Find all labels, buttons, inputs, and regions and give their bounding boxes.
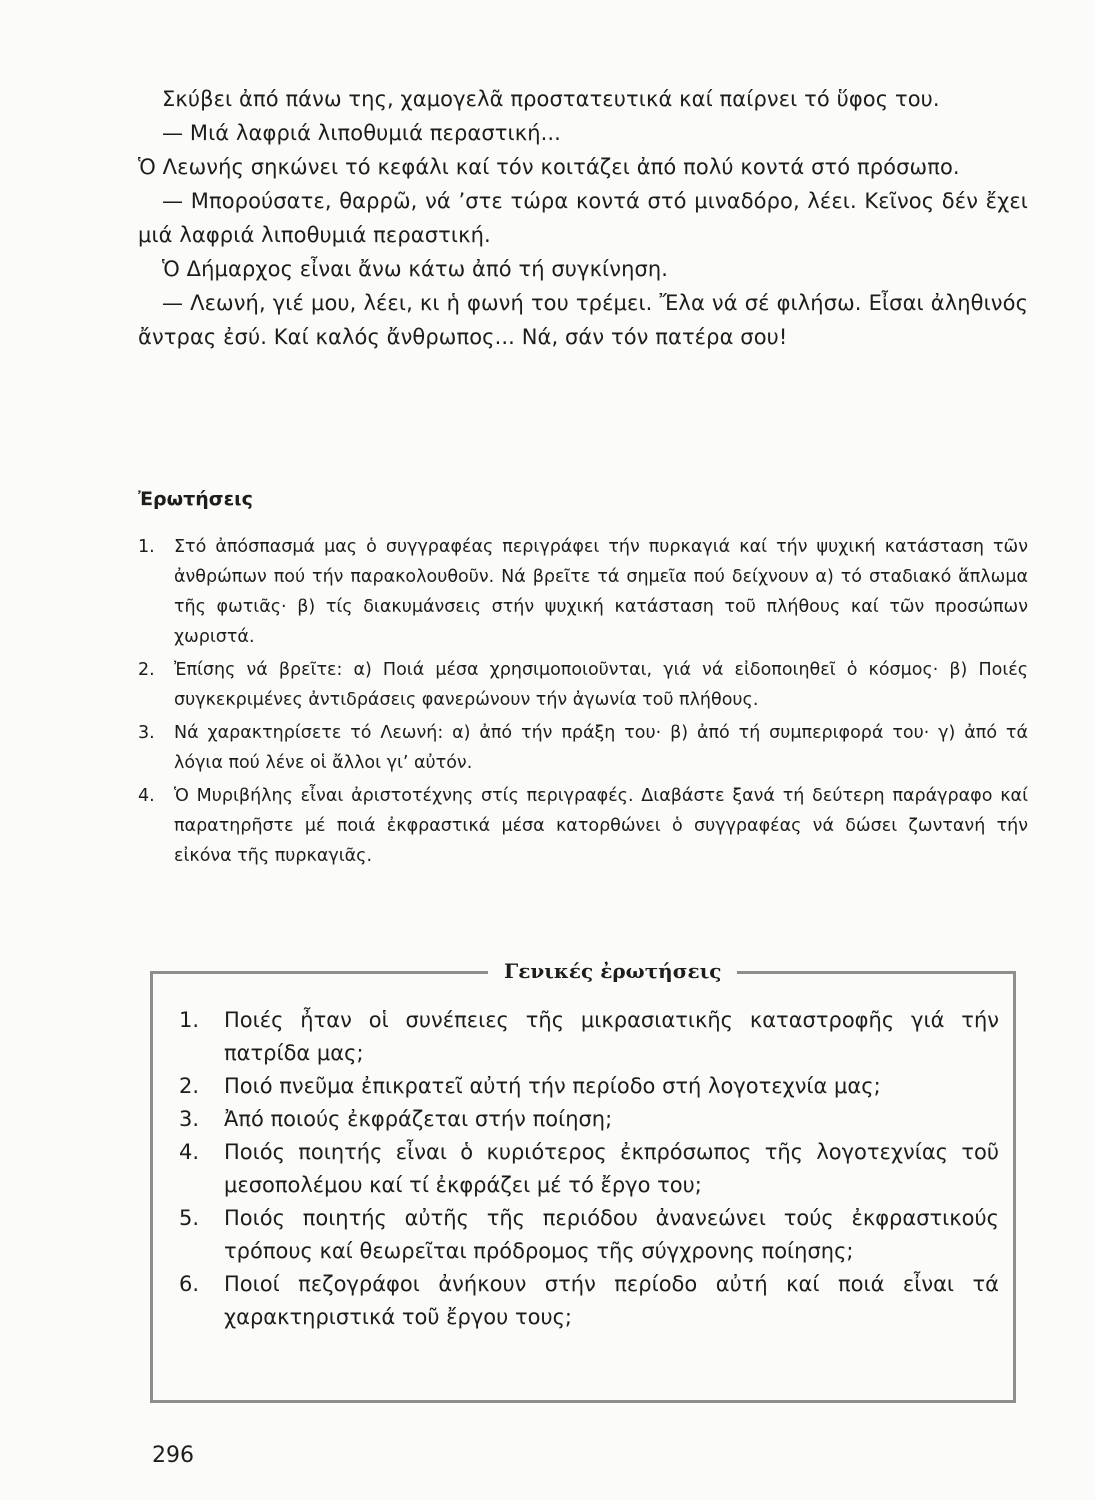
- general-question-item: [179, 1136, 999, 1202]
- general-question-text: Ποιός ποιητής εἶναι ὁ κυριότερος ἐκπρόσωπος τῆς λογοτεχνίας τοῦ μεσοπολέμου καί τί ἐκφράζει μέ τό ἔργο του;: [224, 1140, 999, 1197]
- question-number: 1.: [138, 537, 155, 557]
- narrative-paragraph: Ὁ Δήμαρχος εἶναι ἄνω κάτω ἀπό τή συγκίνηση.: [162, 257, 669, 281]
- question-item: [138, 781, 1028, 871]
- narrative-paragraph: Ὁ Λεωνής σηκώνει τό κεφάλι καί τόν κοιτάζει ἀπό πολύ κοντά στό πρόσωπο.: [138, 155, 960, 179]
- general-questions-list: [179, 1004, 999, 1334]
- general-question-text: Ἀπό ποιούς ἐκφράζεται στήν ποίηση;: [224, 1107, 613, 1131]
- general-questions-title: Γενικές ἐρωτήσεις: [488, 959, 737, 983]
- question-number: 2.: [138, 660, 155, 680]
- general-question-number: 2.: [179, 1074, 200, 1098]
- question-text: Ὁ Μυριβήλης εἶναι ἀριστοτέχνης στίς περιγραφές. Διαβάστε ξανά τή δεύτερη παράγραφο καί παρατηρῆστε μέ ποιά ἐκφραστικά μέσα κατορθώνει ὁ συγγραφέας νά δώσει ζωντανή τήν εἰκόνα τῆς πυρκαγιᾶς.: [174, 786, 1028, 866]
- general-question-item: [179, 1103, 999, 1136]
- general-question-item: [179, 1268, 999, 1334]
- general-question-text: Ποιός ποιητής αὐτῆς τῆς περιόδου ἀνανεώνει τούς ἐκφραστικούς τρόπους καί θεωρεῖται πρόδρομος τῆς σύγχρονης ποίησης;: [224, 1206, 999, 1263]
- general-question-number: 4.: [179, 1140, 200, 1164]
- question-text: Νά χαρακτηρίσετε τό Λεωνή: α) ἀπό τήν πράξη του· β) ἀπό τή συμπεριφορά του· γ) ἀπό τά λόγια πού λένε οἱ ἄλλοι γι’ αὐτόν.: [174, 723, 1028, 773]
- general-question-number: 3.: [179, 1107, 200, 1131]
- question-item: [138, 718, 1028, 778]
- general-question-text: Ποιό πνεῦμα ἐπικρατεῖ αὐτή τήν περίοδο στή λογοτεχνία μας;: [224, 1074, 881, 1098]
- narrative-dialogue: — Μιά λαφριά λιποθυμιά περαστική...: [162, 121, 561, 145]
- general-question-number: 5.: [179, 1206, 200, 1230]
- question-item: [138, 532, 1028, 652]
- general-question-number: 6.: [179, 1272, 200, 1296]
- narrative-dialogue: — Μπορούσατε, θαρρῶ, νά ’στε τώρα κοντά στό μιναδόρο, λέει. Κεῖνος δέν ἔχει μιά λαφριά λιποθυμιά περαστική.: [138, 189, 1028, 247]
- general-questions-box: [150, 959, 1016, 1403]
- narrative-paragraph: Σκύβει ἀπό πάνω της, χαμογελᾶ προστατευτικά καί παίρνει τό ὕφος του.: [162, 87, 940, 111]
- general-question-text: Ποιοί πεζογράφοι ἀνήκουν στήν περίοδο αὐτή καί ποιά εἶναι τά χαρακτηριστικά τοῦ ἔργου τους;: [224, 1272, 999, 1329]
- narrative-dialogue: — Λεωνή, γιέ μου, λέει, κι ἡ φωνή του τρέμει. Ἔλα νά σέ φιλήσω. Εἶσαι ἀληθινός ἄντρας ἐσύ. Καί καλός ἄνθρωπος... Νά, σάν τόν πατέρα σου!: [138, 291, 1028, 349]
- question-text: Ἐπίσης νά βρεῖτε: α) Ποιά μέσα χρησιμοποιοῦνται, γιά νά εἰδοποιηθεῖ ὁ κόσμος· β) Ποιές συγκεκριμένες ἀντιδράσεις φανερώνουν τήν ἀγωνία τοῦ πλήθους.: [174, 660, 1028, 710]
- questions-heading: Ἐρωτήσεις: [138, 488, 253, 510]
- question-number: 3.: [138, 723, 155, 743]
- questions-list: [138, 532, 1028, 874]
- narrative-text: [138, 82, 1028, 354]
- question-text: Στό ἀπόσπασμά μας ὁ συγγραφέας περιγράφει τήν πυρκαγιά καί τήν ψυχική κατάσταση τῶν ἀνθρώπων πού τήν παρακολουθοῦν. Νά βρεῖτε τά σημεῖα πού δείχνουν α) τό σταδιακό ἅπλωμα τῆς φωτιᾶς· β) τίς διακυμάνσεις στήν ψυχική κατάσταση τοῦ πλήθους καί τῶν προσώπων χωριστά.: [174, 537, 1028, 647]
- general-question-number: 1.: [179, 1008, 200, 1032]
- general-question-item: [179, 1202, 999, 1268]
- general-question-item: [179, 1004, 999, 1070]
- general-question-text: Ποιές ἦταν οἱ συνέπειες τῆς μικρασιατικῆς καταστροφῆς γιά τήν πατρίδα μας;: [224, 1008, 999, 1065]
- question-number: 4.: [138, 786, 155, 806]
- question-item: [138, 655, 1028, 715]
- general-question-item: [179, 1070, 999, 1103]
- page-number: 296: [152, 1443, 194, 1468]
